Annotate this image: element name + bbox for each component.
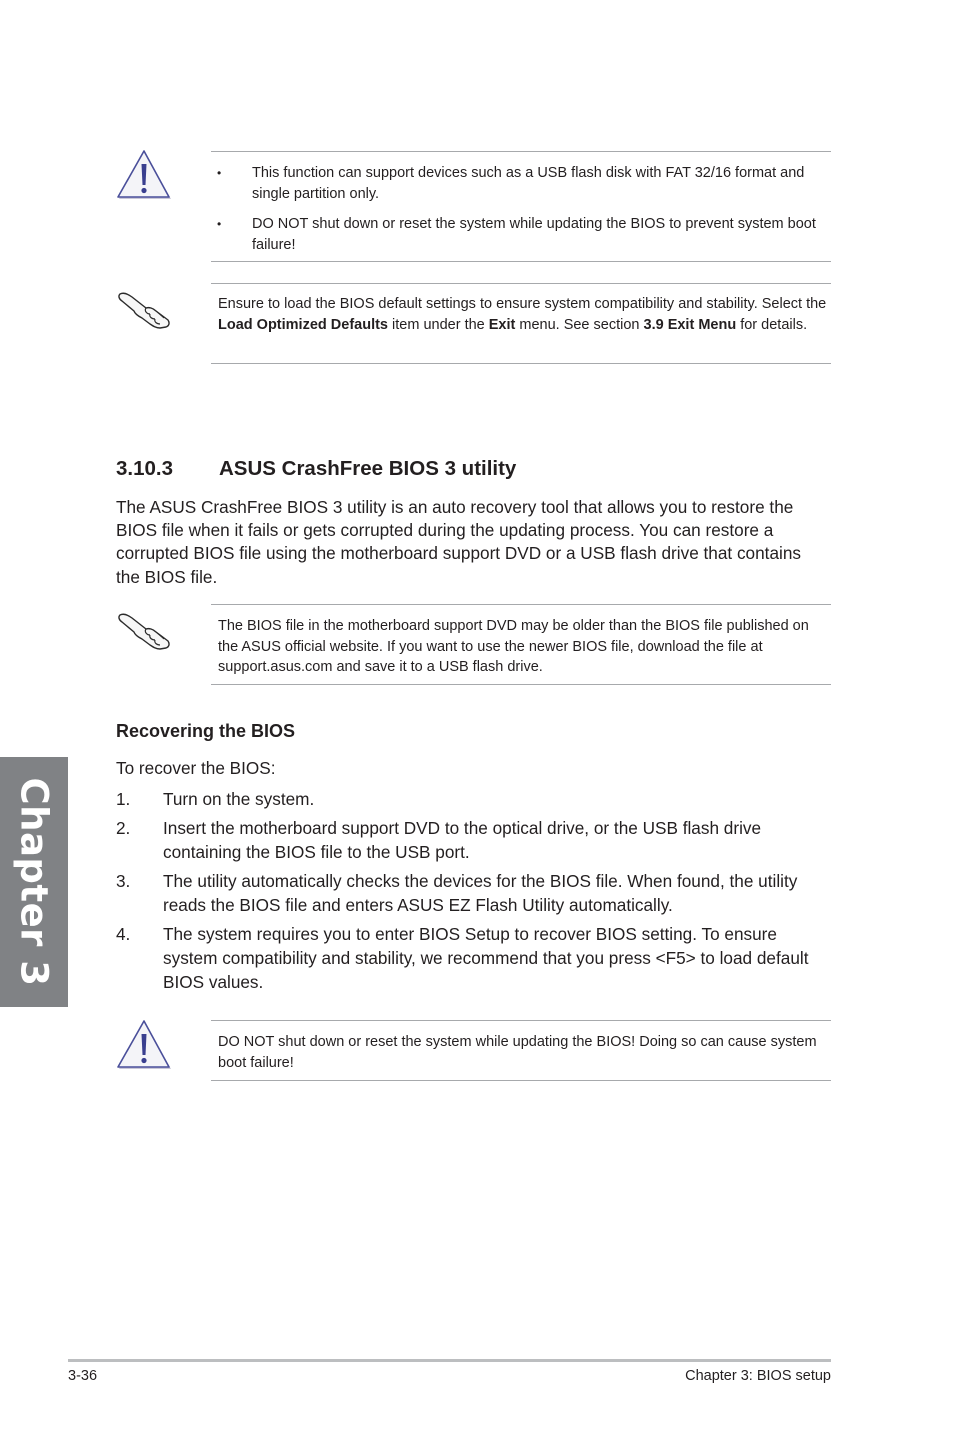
caution-text: DO NOT shut down or reset the system while updating the BIOS! Doing so can cause system boot failure! bbox=[218, 1034, 817, 1071]
subsection-heading: Recovering the BIOS bbox=[116, 721, 296, 741]
pointing-hand-icon bbox=[116, 605, 172, 657]
note-box bbox=[211, 604, 831, 685]
caution-bullet-text: This function can support devices such as a USB flash disk with FAT 32/16 format and single partition only. bbox=[252, 165, 805, 202]
section-intro: The ASUS CrashFree BIOS 3 utility is an auto recovery tool that allows you to restore the BIOS file when it fails or gets corrupted during the updating process. You can restore a corrupted BIOS file using the motherboard support DVD or a USB flash drive that contains the BIOS file. bbox=[116, 497, 801, 587]
note-text: Ensure to load the BIOS default settings to ensure system compatibility and stability. Select the Load Optimized Defaults item under the Exit menu. See section 3.9 Exit Menu for details. bbox=[218, 296, 827, 333]
step-text: Turn on the system. bbox=[163, 789, 315, 809]
footer-rule bbox=[68, 1359, 831, 1362]
footer-page-number: 3-36 bbox=[68, 1368, 98, 1384]
step-number: 4. bbox=[116, 924, 131, 944]
caution-bullet: • DO NOT shut down or reset the system while updating the BIOS to prevent system boot failure! bbox=[217, 216, 816, 253]
section-heading bbox=[116, 456, 517, 482]
chapter-tab-label: Chapter 3 bbox=[12, 777, 56, 987]
step-number: 3. bbox=[116, 871, 131, 891]
exit-menu-name: Exit bbox=[488, 316, 516, 333]
pointing-hand-icon bbox=[116, 284, 172, 336]
section-number: 3.10.3 bbox=[116, 457, 173, 480]
warning-triangle-icon bbox=[116, 1020, 172, 1072]
step-text: Insert the motherboard support DVD to the optical drive, or the USB flash drive containing the BIOS file to the USB port. bbox=[163, 818, 762, 862]
note-text: The BIOS file in the motherboard support DVD may be older than the BIOS file published on the ASUS official website. If you want to use the newer BIOS file, download the file at support.asus.com and save it to a USB flash drive. bbox=[218, 618, 809, 675]
caution-bullet-text: DO NOT shut down or reset the system while updating the BIOS to prevent system boot failure! bbox=[252, 216, 816, 253]
caution-bullet: • This function can support devices such as a USB flash disk with FAT 32/16 format and single partition only. bbox=[217, 165, 805, 202]
list-item bbox=[116, 869, 831, 917]
caution-box bbox=[211, 151, 831, 262]
note-box bbox=[211, 283, 831, 364]
warning-triangle-icon bbox=[116, 150, 172, 202]
section-reference: 3.9 Exit Menu bbox=[643, 316, 737, 333]
step-number: 1. bbox=[116, 789, 131, 809]
footer-chapter-title: Chapter 3: BIOS setup bbox=[685, 1368, 831, 1384]
step-number: 2. bbox=[116, 818, 131, 838]
steps-lead: To recover the BIOS: bbox=[116, 758, 276, 778]
list-item bbox=[116, 816, 831, 864]
chapter-side-tab bbox=[0, 757, 68, 1007]
section-title: ASUS CrashFree BIOS 3 utility bbox=[219, 457, 517, 480]
step-text: The utility automatically checks the devices for the BIOS file. When found, the utility reads the BIOS file and enters ASUS EZ Flash Utility automatically. bbox=[163, 871, 798, 915]
step-text: The system requires you to enter BIOS Setup to recover BIOS setting. To ensure system compatibility and stability, we recommend that you press <F5> to load default BIOS values. bbox=[163, 924, 809, 992]
load-optimized-defaults: Load Optimized Defaults bbox=[218, 316, 388, 333]
list-item bbox=[116, 922, 831, 994]
caution-box bbox=[211, 1020, 831, 1081]
list-item bbox=[116, 787, 831, 811]
